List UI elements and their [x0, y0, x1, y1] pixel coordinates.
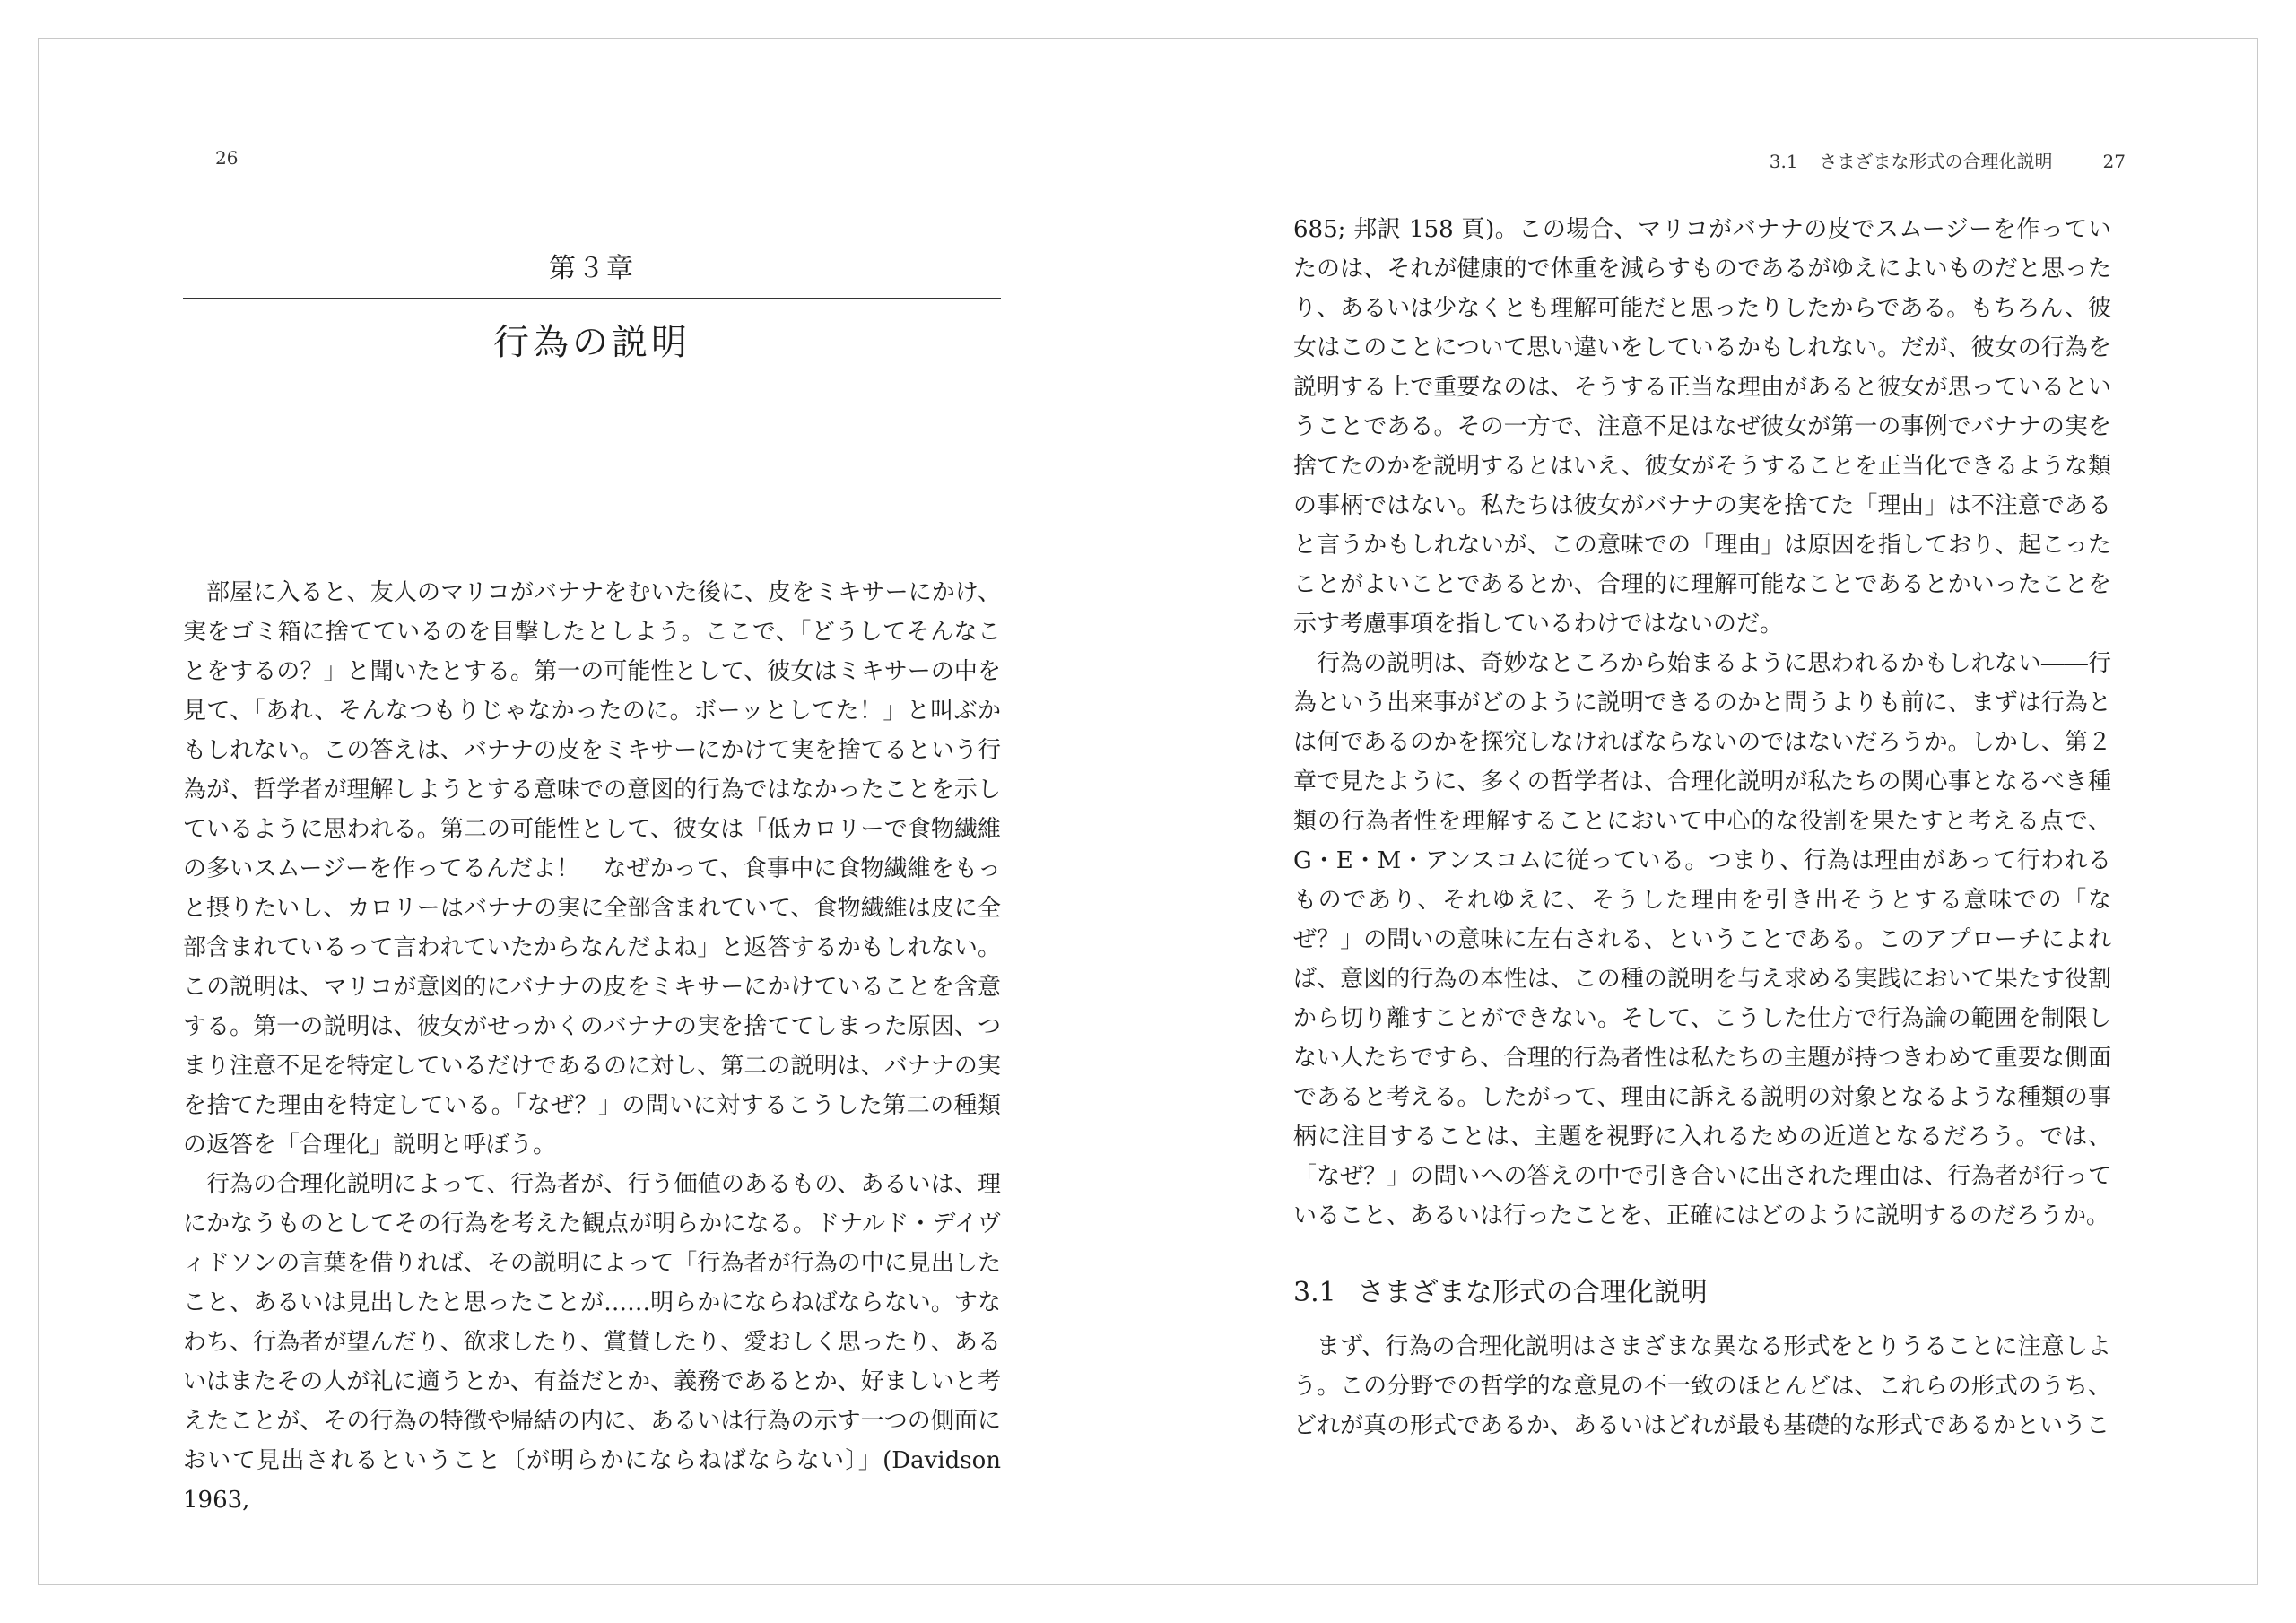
- left-body-text: [183, 573, 1001, 1520]
- right-page: [1150, 39, 2260, 1584]
- paragraph: 行為の説明は、奇妙なところから始まるように思われるかもしれない――行為という出来事がどのように説明できるのかと問うよりも前に、まずは行為とは何であるのかを探究しなければならないのではないだろうか。しかし、第２章で見たように、多くの哲学者は、合理化説明が私たちの関心事となるべき種類の行為者性を理解することにおいて中心的な役割を果たすと考える点で、G・E・M・アンスコムに従っている。つまり、行為は理由があって行われるものであり、それゆえに、そうした理由を引き出そうとする意味での「なぜ？」の問いの意味に左右される、ということである。このアプローチによれば、意図的行為の本性は、この種の説明を与え求める実践において果たす役割から切り離すことができない。そして、こうした仕方で行為論の範囲を制限しない人たちですら、合理的行為者性は私たちの主題が持つきわめて重要な側面であると考える。したがって、理由に訴える説明の対象となるような種類の事柄に注目することは、主題を視野に入れるための近道となるだろう。では、「なぜ？」の問いへの答えの中で引き合いに出された理由は、行為者が行っていること、あるいは行ったことを、正確にはどのように説明するのだろうか。: [1293, 650, 2111, 1229]
- running-head-section-number: 3.1: [1769, 151, 1798, 172]
- page-number-left: 26: [215, 147, 239, 169]
- book-spread: [38, 38, 2258, 1585]
- paragraph: まず、行為の合理化説明はさまざまな異なる形式をとりうることに注意しよう。この分野での哲学的な意見の不一致のほとんどは、これらの形式のうち、どれが真の形式であるか、あるいはどれが最も基礎的な形式であるかというこ: [1293, 1333, 2111, 1439]
- running-head: [1770, 147, 2126, 173]
- chapter-title: 行為の説明: [493, 322, 691, 363]
- section-body-text: [1293, 1327, 2111, 1445]
- right-body-text: [1293, 210, 2111, 1236]
- paragraph: 685; 邦訳 158 頁)。この場合、マリコがバナナの皮でスムージーを作っていたのは、それが健康的で体重を減らすものであるがゆえによいものだと思ったり、あるいは少なくとも理解可能だと思ったりしたからである。もちろん、彼女はこのことについて思い違いをしているかもしれない。だが、彼女の行為を説明する上で重要なのは、そうする正当な理由があると彼女が思っているということである。その一方で、注意不足はなぜ彼女が第一の事例でバナナの実を捨てたのかを説明するとはいえ、彼女がそうすることを正当化できるような類の事柄ではない。私たちは彼女がバナナの実を捨てた「理由」は不注意であると言うかもしれないが、この意味での「理由」は原因を指しており、起こったことがよいことであるとか、合理的に理解可能なことであるとかいったことを示す考慮事項を指しているわけではないのだ。: [1293, 216, 2111, 638]
- running-head-title: さまざまな形式の合理化説明: [1819, 151, 2053, 172]
- section-heading: [1293, 1270, 1708, 1309]
- section-number: 3.1: [1293, 1277, 1336, 1308]
- chapter-label: 第３章: [549, 253, 635, 284]
- section-title: さまざまな形式の合理化説明: [1357, 1277, 1708, 1308]
- paragraph: 行為の合理化説明によって、行為者が、行う価値のあるもの、あるいは、理にかなうものとしてその行為を考えた観点が明らかになる。ドナルド・デイヴィドソンの言葉を借りれば、その説明によって「行為者が行為の中に見出したこと、あるいは見出したと思ったことが……明らかにならねばならない。すなわち、行為者が望んだり、欲求したり、賞賛したり、愛おしく思ったり、あるいはまたその人が礼に適うとか、有益だとか、義務であるとか、好ましいと考えたことが、その行為の特徴や帰結の内に、あるいは行為の示す一つの側面において見出されるということ〔が明らかにならねばならない〕」(Davidson 1963,: [183, 1171, 1001, 1514]
- chapter-divider: [183, 298, 1001, 299]
- page-number-right: 27: [2102, 151, 2126, 172]
- left-page: [39, 39, 1150, 1584]
- paragraph: 部屋に入ると、友人のマリコがバナナをむいた後に、皮をミキサーにかけ、実をゴミ箱に捨てているのを目撃したとしよう。ここで、「どうしてそんなことをするの？」と聞いたとする。第一の可能性として、彼女はミキサーの中を見て、「あれ、そんなつもりじゃなかったのに。ボーッとしてた！」と叫ぶかもしれない。この答えは、バナナの皮をミキサーにかけて実を捨てるという行為が、哲学者が理解しようとする意味での意図的行為ではなかったことを示しているように思われる。第二の可能性として、彼女は「低カロリーで食物繊維の多いスムージーを作ってるんだよ！ なぜかって、食事中に食物繊維をもっと摂りたいし、カロリーはバナナの実に全部含まれていて、食物繊維は皮に全部含まれているって言われていたからなんだよね」と返答するかもしれない。この説明は、マリコが意図的にバナナの皮をミキサーにかけていることを含意する。第一の説明は、彼女がせっかくのバナナの実を捨ててしまった原因、つまり注意不足を特定しているだけであるのに対し、第二の説明は、バナナの実を捨てた理由を特定している。「なぜ？」の問いに対するこうした第二の種類の返答を「合理化」説明と呼ぼう。: [183, 579, 1001, 1159]
